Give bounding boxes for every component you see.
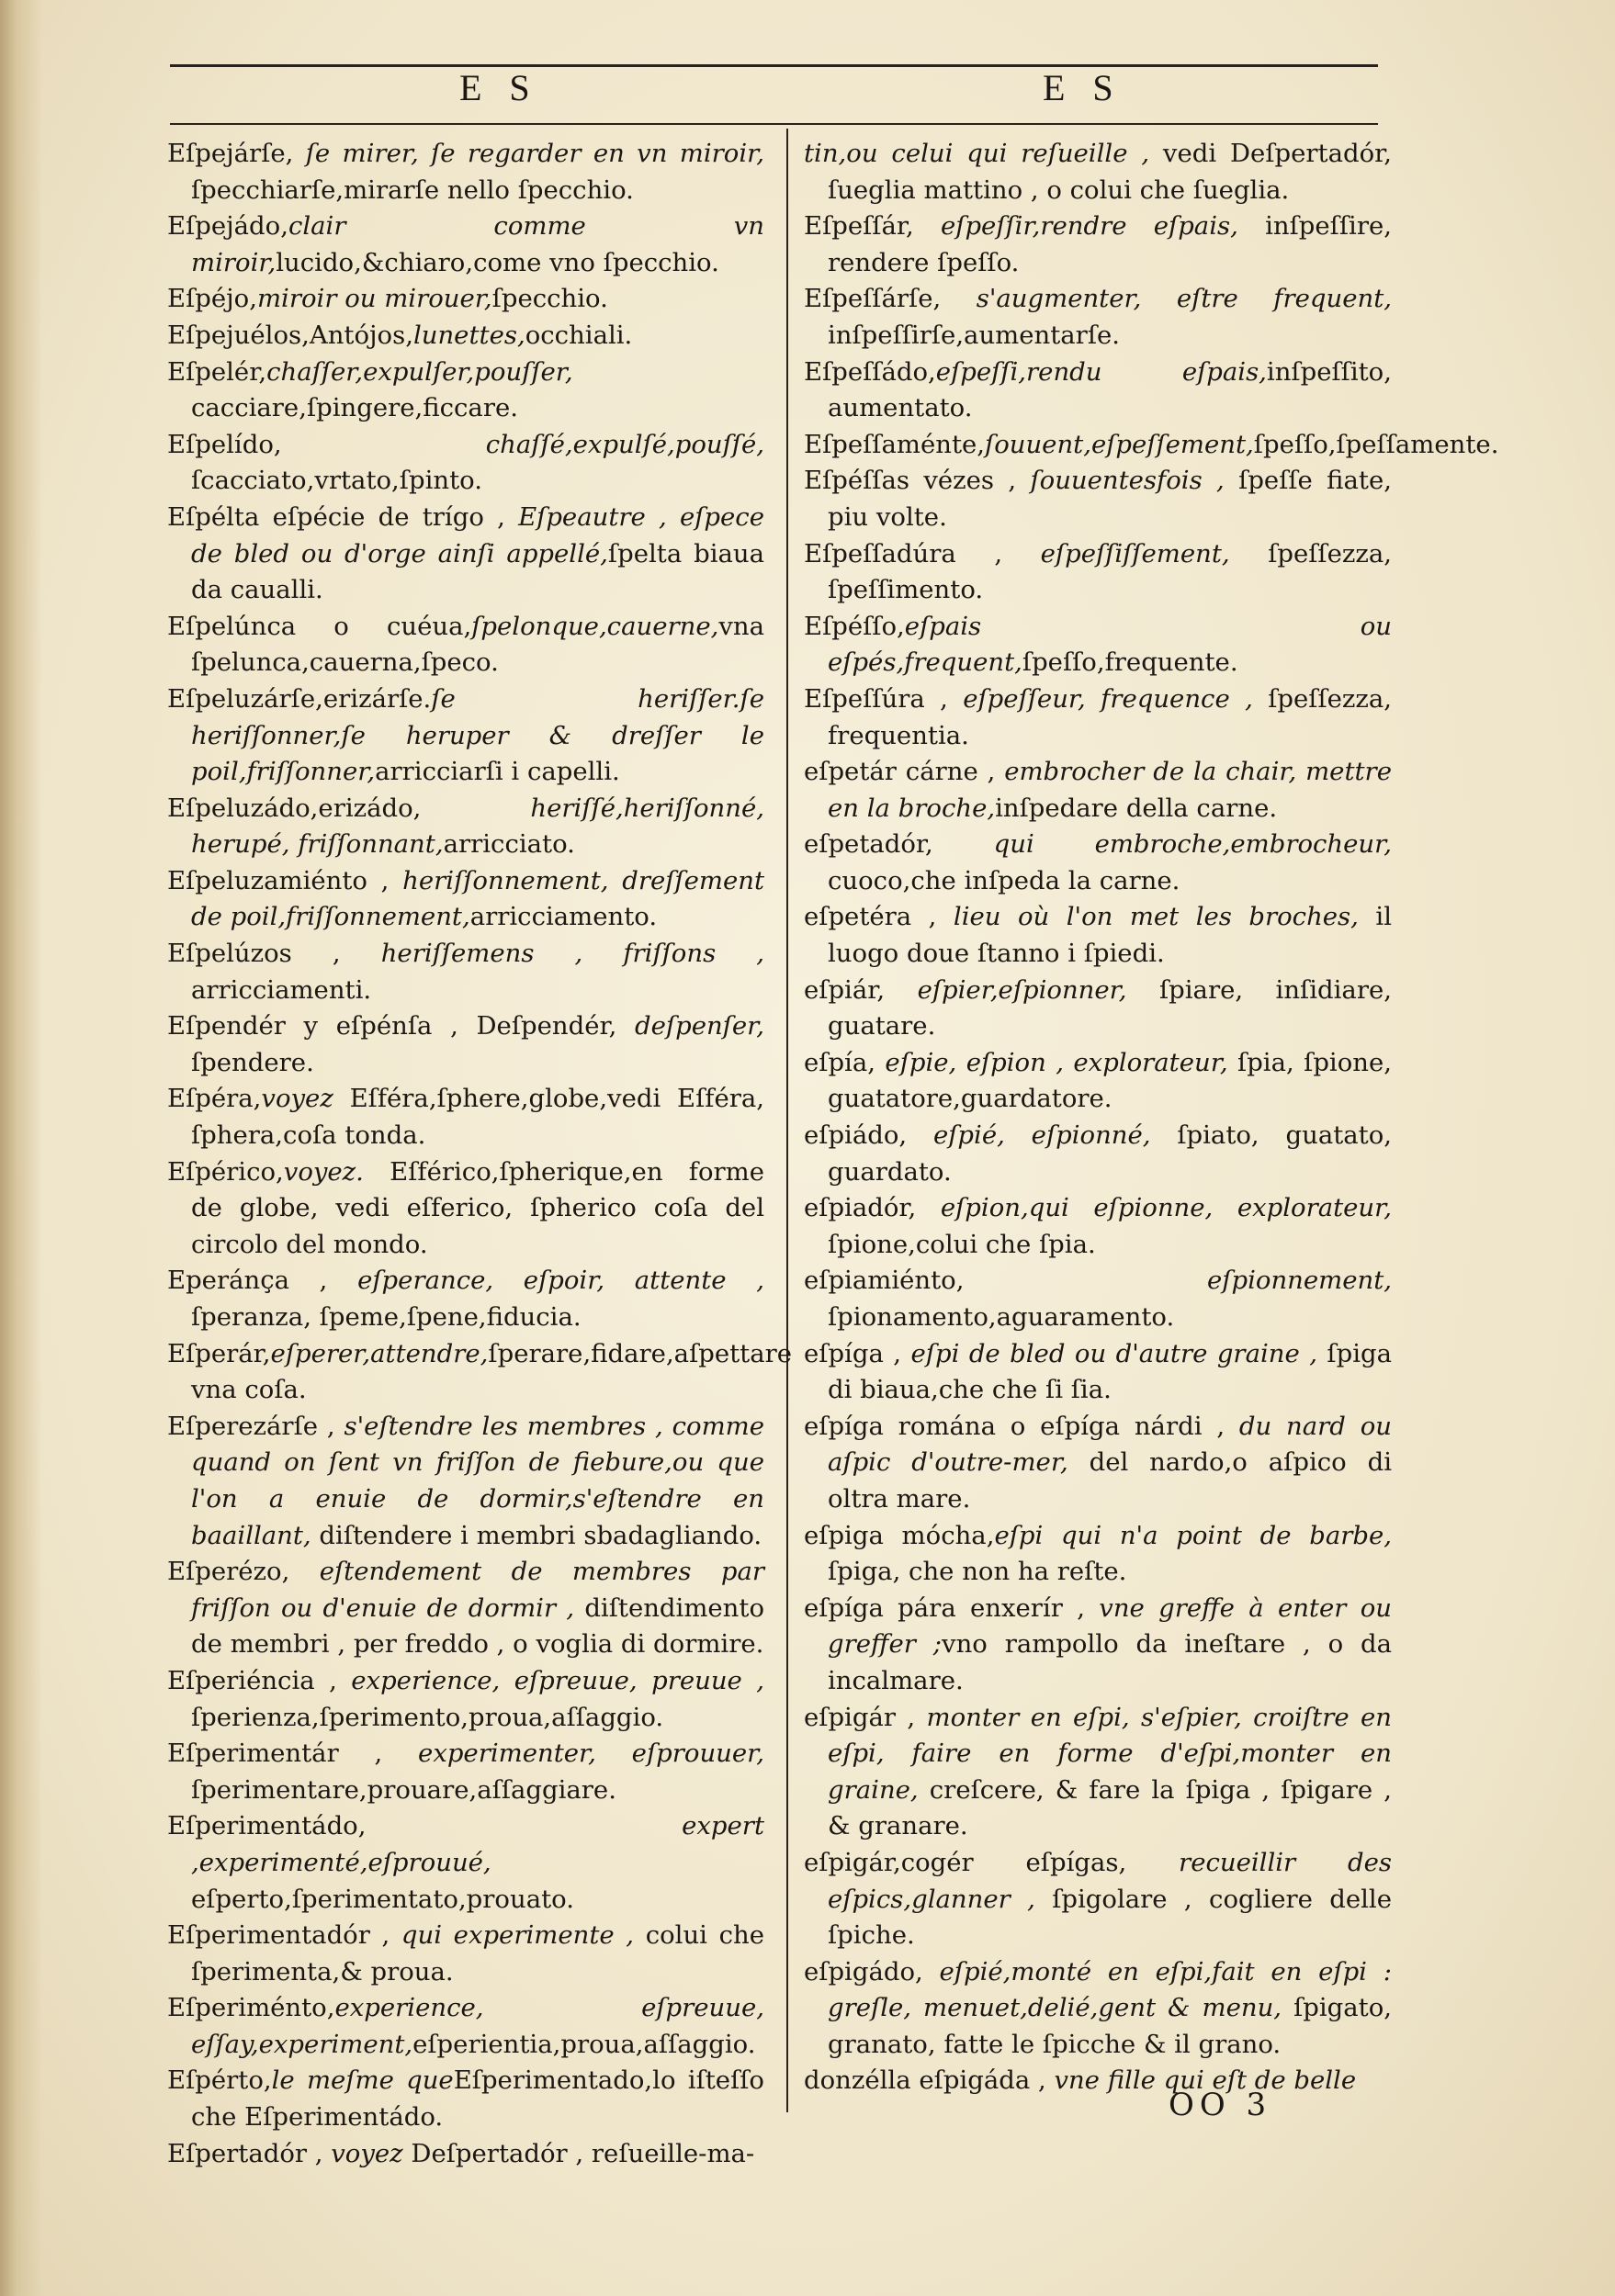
spanish-term: eſpíga románа o eſpíga nárdi , <box>804 1411 1239 1441</box>
french-gloss: embrocher de la chair, mettre en la broche, <box>828 757 1392 823</box>
dictionary-entry <box>167 1663 764 1736</box>
spanish-term: donzélla eſpigáda , <box>804 2065 1055 2096</box>
spanish-term: Eſpejárſe, <box>167 139 306 168</box>
dictionary-entry <box>167 2063 764 2135</box>
spanish-term: Eſpeluzárſe,erizárſe. <box>167 683 432 714</box>
italian-gloss: ſpiare, inſidiare, guatare. <box>828 974 1392 1041</box>
dictionary-entry <box>804 899 1392 972</box>
dictionary-entry <box>167 1808 764 1918</box>
french-gloss: eſpionnement, <box>1207 1266 1392 1296</box>
french-gloss: qui embroche,embrocheur, <box>993 829 1392 860</box>
italian-gloss: inſpeſſito, aumentato. <box>828 356 1392 423</box>
french-gloss: lieu où l'on met les broches, <box>953 902 1359 932</box>
spanish-term: Eſpéjo, <box>167 284 257 314</box>
dictionary-entry <box>167 1008 764 1081</box>
italian-gloss: lucido,&chiaro,come vno ſpecchio. <box>276 247 719 277</box>
french-gloss: experience, eſpreuue, preuue , <box>351 1665 764 1695</box>
italian-gloss: ſpiga, che non ha reſte. <box>828 1557 1127 1587</box>
spanish-term: Eſperiménto, <box>167 1993 335 2023</box>
french-gloss: voyez. <box>283 1156 364 1187</box>
dictionary-entry <box>804 1045 1392 1118</box>
spanish-term: eſpíga pára enxerír , <box>804 1593 1100 1623</box>
italian-gloss: ſpionamento,aguaramento. <box>828 1302 1175 1332</box>
spanish-term: Eſperiéncia , <box>167 1665 352 1695</box>
italian-gloss: ſpeſſezza, ſpeſſimento. <box>828 538 1392 605</box>
italian-gloss: Deſpertadór , reſueille-ma- <box>402 2138 755 2168</box>
italian-gloss: Eſféra,ſphere,globe,vedi Eſféra, ſphera,coſa tonda. <box>191 1084 764 1151</box>
dictionary-entry <box>804 463 1392 535</box>
running-head-right: E S <box>1043 67 1123 108</box>
dictionary-entry <box>167 281 764 318</box>
dictionary-entry <box>167 1263 764 1335</box>
spanish-term: eſpía, <box>804 1047 886 1077</box>
italian-gloss: ſpiato, guatato, guardato. <box>828 1120 1393 1187</box>
spanish-term: Eſpejuélos,Antójos, <box>167 320 413 350</box>
french-gloss: eſpeſſir,rendre eſpais, <box>941 211 1238 242</box>
column-divider <box>786 129 788 2112</box>
italian-gloss: inſpedare della carne. <box>995 793 1278 823</box>
spanish-term: Eſpeluzádo,erizádo, <box>167 793 531 823</box>
italian-gloss: vna ſpelunca,cauerna,ſpeco. <box>191 611 764 678</box>
italian-gloss: ſpigolare , cogliere delle ſpiche. <box>828 1884 1392 1951</box>
dictionary-entry <box>167 1081 764 1154</box>
italian-gloss: ſcacciato,vrtato,ſpinto. <box>191 466 482 496</box>
spanish-term: eſpíga , <box>804 1338 911 1368</box>
spanish-term: Eſpérto, <box>167 2065 272 2096</box>
italian-gloss: ſpeſſe fiate, piu volte. <box>828 466 1392 532</box>
spanish-term: eſpigár,cogér eſpígas, <box>804 1847 1180 1877</box>
spanish-term: Eſpeſſárſe, <box>804 284 977 314</box>
italian-gloss: arricciarſi i capelli. <box>375 757 620 787</box>
french-gloss: Eſpeautre , eſpece de bled ou d'orge ainſi appellé, <box>191 501 764 568</box>
spanish-term: eſpetéra , <box>804 902 954 932</box>
top-rule <box>170 64 1378 67</box>
spanish-term: eſpiga mócha, <box>804 1520 995 1550</box>
french-gloss: miroir ou mirouer, <box>256 284 492 314</box>
italian-gloss: inſpeſſire, rendere ſpeſſo. <box>828 211 1392 277</box>
dictionary-entry <box>804 1518 1392 1591</box>
dictionary-entry <box>804 427 1499 464</box>
spanish-term: eſpetár cárne , <box>804 757 1005 787</box>
dictionary-entry <box>167 1736 764 1808</box>
italian-gloss: ſpeſſezza, frequentia. <box>828 683 1393 750</box>
french-gloss: heriſſé,heriſſonné, herupé, friſſonnant, <box>191 793 764 860</box>
dictionary-entry <box>804 136 1392 208</box>
french-gloss: eſperance, eſpoir, attente , <box>357 1266 764 1296</box>
left-column <box>167 136 793 2172</box>
dictionary-entry <box>804 754 1392 827</box>
dictionary-entry <box>804 2063 1392 2099</box>
french-gloss: chaſſer,expulſer,pouſſer, <box>266 356 573 387</box>
french-gloss: vne fille qui eſt de belle <box>1054 2065 1357 2096</box>
spanish-term: Eſpeſſádo, <box>804 356 936 387</box>
spanish-term: Eſpéſſas vézes , <box>804 466 1031 496</box>
french-gloss: heriſſemens , friſſons , <box>380 939 765 969</box>
dictionary-entry <box>804 973 1392 1045</box>
header-rule <box>170 123 1378 125</box>
dictionary-entry <box>804 1263 1392 1335</box>
french-gloss: ſe heriſſer.ſe heriſſonner,ſe heruper & dreſſer le poil,friſſonner, <box>191 683 764 787</box>
spanish-term: Eſperimentadór , <box>167 1920 401 1951</box>
italian-gloss: inſpeſſirſe,aumentarſe. <box>828 320 1121 350</box>
french-gloss: heriſſonnement, dreſſement de poil,friſſonnement, <box>191 865 764 932</box>
italian-gloss: il luogo doue ſtanno i ſpiedi. <box>828 902 1392 969</box>
spanish-term: eſpigádo, <box>804 1956 940 1986</box>
french-gloss: lunettes, <box>412 320 525 350</box>
italian-gloss: diſtendimento de membri , per freddo , o voglia di dormire. <box>191 1593 764 1660</box>
spanish-term: Eperánça , <box>167 1266 358 1296</box>
spanish-term: eſpetadór, <box>804 829 994 860</box>
spanish-term: eſpiamiénto, <box>804 1266 1208 1296</box>
french-gloss: voyez <box>331 2138 403 2168</box>
spanish-term: eſpiadór, <box>804 1193 941 1223</box>
italian-gloss: colui che ſperimenta,& proua. <box>191 1920 764 1986</box>
french-gloss: s'eſtendre les membres , comme quand on ſent vn friſſon de fiebure,ou que l'on a enuie de dormir,s'eſtendre en baaillant, <box>191 1411 764 1550</box>
italian-gloss: ſpione,colui che ſpia. <box>828 1229 1096 1259</box>
italian-gloss: eſperto,ſperimentato,prouato. <box>191 1884 574 1914</box>
italian-gloss: ſpigato, granato, fatte le ſpicche & il grano. <box>828 1993 1392 2059</box>
italian-gloss: Eſperimentado,lo iſteſſo che Eſperimentádo. <box>191 2065 764 2133</box>
french-gloss: voyez <box>261 1084 333 1114</box>
french-gloss: eſpeſſi,rendu eſpais, <box>935 356 1267 387</box>
french-gloss: chaſſé,expulſé,pouſſé, <box>485 429 764 459</box>
dictionary-entry <box>804 1954 1392 2064</box>
french-gloss: eſpeſſeur, frequence , <box>963 683 1253 714</box>
french-gloss: eſpion,qui eſpionne, explorateur, <box>940 1193 1393 1223</box>
french-gloss: experimenter, eſprouuer, <box>418 1739 765 1769</box>
italian-gloss: ſperanza, ſpeme,ſpene,fiducia. <box>191 1302 582 1332</box>
dictionary-entry <box>167 1918 764 1990</box>
italian-gloss: arricciamento. <box>469 902 658 932</box>
french-gloss: clair comme vn miroir, <box>191 211 764 277</box>
spanish-term: Eſpérico, <box>167 1156 284 1187</box>
french-gloss: ſouuent,eſpeſſement, <box>985 429 1254 459</box>
italian-gloss: Eſférico,ſpherique,en forme de globe, vedi eſferico, ſpherico coſa del circolo del mondo. <box>191 1156 764 1259</box>
french-gloss: deſpenſer, <box>635 1011 764 1041</box>
french-gloss: ſouuentesfois , <box>1030 466 1225 496</box>
spanish-term: Eſpeſſadúra , <box>804 538 1041 568</box>
dictionary-entry <box>167 2136 764 2173</box>
right-column <box>804 136 1499 2099</box>
spanish-term: Eſpelído, <box>167 429 486 459</box>
dictionary-entry <box>804 681 1392 754</box>
french-gloss: tin,ou celui qui reſueille , <box>804 139 1150 168</box>
spanish-term: Eſpelúzos , <box>167 939 381 969</box>
spanish-term: Eſperezárſe , <box>167 1411 344 1441</box>
dictionary-entry <box>167 427 764 500</box>
dictionary-entry <box>804 1409 1392 1518</box>
italian-gloss: ſpecchio. <box>491 284 608 314</box>
french-gloss: qui experimente , <box>401 1920 635 1951</box>
dictionary-entry <box>167 1336 793 1409</box>
spanish-term: Eſpejádo, <box>167 211 288 242</box>
dictionary-entry <box>167 1409 764 1554</box>
spanish-term: Eſpéra, <box>167 1084 262 1114</box>
dictionary-entry <box>167 500 764 609</box>
spanish-term: Eſperimentár , <box>167 1739 419 1769</box>
dictionary-entry <box>804 1118 1392 1190</box>
italian-gloss: ſpendere. <box>191 1047 314 1077</box>
spanish-term: Eſpeſſaménte, <box>804 429 986 459</box>
dictionary-entry <box>167 355 764 427</box>
dictionary-entry <box>167 1554 764 1663</box>
italian-gloss: ſperienza,ſperimento,proua,aſſaggio. <box>191 1702 664 1732</box>
french-gloss: monter en eſpi, s'eſpier, croiſtre en eſpi, faire en forme d'eſpi,monter en graine, <box>828 1702 1392 1805</box>
italian-gloss: arricciato. <box>443 829 575 860</box>
dictionary-entry <box>804 208 1392 281</box>
spanish-term: eſpiár, <box>804 974 918 1005</box>
spanish-term: Eſpeluzamiénto , <box>167 865 403 895</box>
french-gloss: eſpi qui n'a point de barbe, <box>994 1520 1392 1550</box>
italian-gloss: ſpia, ſpione, guatatore,guardatore. <box>828 1047 1393 1114</box>
italian-gloss: creſcere, & fare la ſpiga , ſpigare , & granare. <box>828 1774 1392 1841</box>
italian-gloss: ſperimentare,prouare,aſſaggiare. <box>191 1774 616 1805</box>
dictionary-entry <box>804 609 1392 681</box>
french-gloss: ſe mirer, ſe regarder en vn miroir, <box>305 139 764 168</box>
spanish-term: eſpiádo, <box>804 1120 933 1151</box>
italian-gloss: ſpeſſo,frequente. <box>1022 647 1238 678</box>
italian-gloss: occhiali. <box>525 320 633 350</box>
italian-gloss: del nardo,o aſpico di oltra mare. <box>828 1447 1392 1514</box>
italian-gloss: ſpelta biaua da caualli. <box>191 538 764 605</box>
italian-gloss: ſpiga di biaua,che che ſi ſia. <box>828 1338 1392 1405</box>
running-head-left: E S <box>459 67 539 108</box>
italian-gloss: eſperientia,proua,aſſaggio. <box>412 2029 756 2059</box>
spanish-term: Eſpéſſo, <box>804 611 905 641</box>
spanish-term: Eſpelúnca o cuéua, <box>167 611 472 641</box>
italian-gloss: arricciamenti. <box>191 974 372 1005</box>
spanish-term: Eſpeſſár, <box>804 211 941 242</box>
dictionary-entry <box>167 863 764 936</box>
dictionary-entry <box>804 1845 1392 1954</box>
dictionary-entry <box>804 1190 1392 1263</box>
italian-gloss: diſtendere i membri sbadagliando. <box>311 1520 762 1550</box>
spanish-term: Eſperimentádo, <box>167 1811 683 1841</box>
italian-gloss: vno rampollo da ineſtare , o da incalmare. <box>828 1629 1392 1695</box>
french-gloss: le meſme que <box>271 2065 454 2096</box>
french-gloss: experience, eſpreuue, eſſay,experiment, <box>191 1993 764 2059</box>
french-gloss: vne greffe à enter ou greffer ; <box>828 1593 1392 1660</box>
spanish-term: eſpigár , <box>804 1702 927 1732</box>
italian-gloss: ſperare,fidare,aſpettare vna coſa. <box>191 1338 793 1405</box>
french-gloss: eſpeſſiſſement, <box>1040 538 1230 568</box>
dictionary-entry <box>804 355 1392 427</box>
spanish-term: Eſperár, <box>167 1338 271 1368</box>
dictionary-entry <box>167 609 764 681</box>
french-gloss: eſpi de bled ou d'autre graine , <box>910 1338 1317 1368</box>
spanish-term: Eſpendér y eſpénſa , Deſpendér, <box>167 1011 636 1041</box>
page-gutter-shadow <box>0 0 42 2296</box>
french-gloss: eſpais ou eſpés,frequent, <box>828 611 1392 678</box>
dictionary-entry <box>804 1336 1392 1409</box>
dictionary-entry <box>167 136 764 208</box>
italian-gloss: cacciare,ſpingere,ficcare. <box>191 393 518 423</box>
italian-gloss: vedi Deſpertadór, ſueglia mattino , o colui che ſueglia. <box>828 139 1392 205</box>
dictionary-entry <box>804 281 1392 354</box>
dictionary-entry <box>167 936 764 1008</box>
french-gloss: recueillir des eſpics,glanner , <box>828 1847 1392 1914</box>
italian-gloss: cuoco,che inſpeda la carne. <box>828 865 1180 895</box>
french-gloss: eſperer,attendre, <box>270 1338 489 1368</box>
spanish-term: Eſperézo, <box>167 1557 320 1587</box>
spanish-term: Eſpeſſúra , <box>804 683 964 714</box>
italian-gloss: ſpecchiarſe,mirarſe nello ſpecchio. <box>191 174 634 205</box>
dictionary-entry <box>167 208 764 281</box>
dictionary-entry <box>804 827 1392 899</box>
french-gloss: eſtendement de membres par friſſon ou d'enuie de dormir , <box>191 1557 764 1623</box>
french-gloss: du nard ou aſpic d'outre-mer, <box>828 1411 1392 1478</box>
french-gloss: eſpie, eſpion , explorateur, <box>885 1047 1228 1077</box>
dictionary-entry <box>804 1700 1392 1845</box>
italian-gloss: ſpeſſo,ſpeſſamente. <box>1253 429 1499 459</box>
spanish-term: Eſpélta eſpécie de trígo , <box>167 501 519 532</box>
spanish-term: Eſpelér, <box>167 356 267 387</box>
french-gloss: eſpié, eſpionné, <box>932 1120 1151 1151</box>
spanish-term: Eſpertadór , <box>167 2138 332 2168</box>
french-gloss: ſpelonque,cauerne, <box>471 611 719 641</box>
french-gloss: s'augmenter, eſtre frequent, <box>976 284 1392 314</box>
dictionary-entry <box>167 791 764 863</box>
catchword: OO 3 <box>1169 2087 1272 2123</box>
french-gloss: expert ,experimenté,eſprouué, <box>191 1811 764 1877</box>
french-gloss: eſpié,monté en eſpi,fait en eſpi : greſle, menuet,delié,gent & menu, <box>828 1956 1392 2023</box>
dictionary-entry <box>804 1591 1392 1700</box>
dictionary-entry <box>167 1154 764 1264</box>
dictionary-entry <box>167 318 764 355</box>
french-gloss: eſpier,eſpionner, <box>917 974 1127 1005</box>
dictionary-entry <box>167 1990 764 2063</box>
dictionary-entry <box>804 536 1392 609</box>
dictionary-entry <box>167 681 764 791</box>
